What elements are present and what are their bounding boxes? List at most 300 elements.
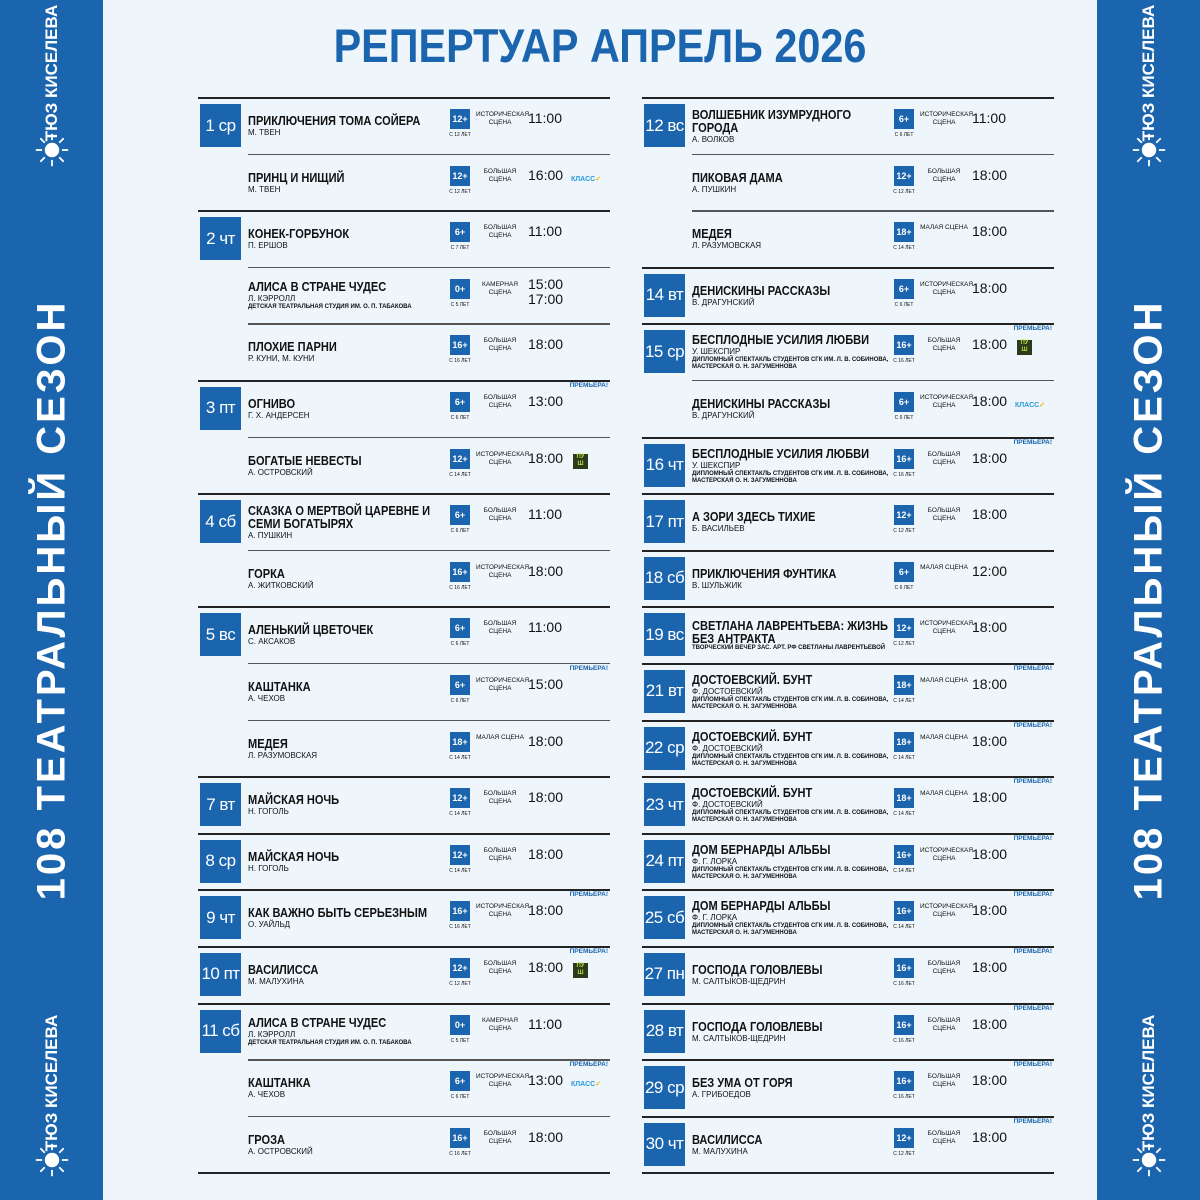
show-time (972, 111, 1006, 126)
stage-name: ИСТОРИЧЕСКАЯ СЦЕНА (476, 1073, 530, 1089)
age-rating-badge: 12+ (894, 618, 914, 638)
age-note: С 14 ЛЕТ (893, 754, 915, 761)
schedule-row (642, 267, 1054, 324)
show-time (972, 1073, 1007, 1088)
time-value: 18:00 (528, 902, 564, 919)
age-note: С 6 ЛЕТ (894, 132, 914, 138)
age-rating-badge: 18+ (450, 732, 470, 752)
divider (198, 1172, 610, 1174)
stage-name: БОЛЬШАЯ СЦЕНА (927, 1073, 961, 1089)
schedule-row (198, 154, 610, 211)
age-rating-badge: 6+ (450, 505, 470, 525)
time-value: 18:00 (972, 392, 1008, 409)
pushkin-card-icon: ПУ Ш (573, 454, 588, 469)
age-note: С 16 ЛЕТ (449, 358, 471, 365)
stage-name: МАЛАЯ СЦЕНА (476, 733, 524, 741)
show-author: А. ПУШКИН (692, 184, 737, 194)
show-time (972, 847, 1007, 862)
show-info (692, 156, 890, 210)
show-author: Ф. Г. ЛОРКА (692, 913, 738, 923)
show-info (692, 212, 890, 266)
age-rating-badge: 6+ (894, 279, 914, 299)
schedule-row (198, 380, 610, 437)
age-rating-badge: 0+ (450, 1015, 470, 1035)
age-note: С 12 ЛЕТ (893, 188, 915, 195)
schedule-row (198, 889, 610, 946)
age-rating-badge: 12+ (450, 449, 470, 469)
klass-icon: КЛАСС✓ (571, 1081, 602, 1089)
stage-name: БОЛЬШАЯ СЦЕНА (927, 450, 961, 466)
show-author: А. ЧЕХОВ (248, 693, 286, 703)
date-badge: 30 чт (644, 1123, 685, 1166)
time-value: 11:00 (528, 1015, 562, 1032)
show-time (528, 451, 563, 466)
date-badge: 2 чт (200, 217, 241, 260)
show-title: СКАЗКА О МЕРТВОЙ ЦАРЕВНЕ И СЕМИ БОГАТЫРЯХ (248, 502, 431, 531)
show-info (248, 835, 446, 889)
time-value: 18:00 (528, 449, 564, 466)
schedule-row (642, 889, 1054, 946)
age-note: С 14 ЛЕТ (893, 697, 915, 704)
show-time (528, 790, 563, 805)
stage-name: ИСТОРИЧЕСКАЯ СЦЕНА (476, 450, 530, 466)
show-time (972, 734, 1007, 749)
show-note: ДИПЛОМНЫЙ СПЕКТАКЛЬ СТУДЕНТОВ СГК ИМ. Л. В. СОБИНОВА, МАСТЕРСКАЯ О. Н. ЗАГУМЕННОВА (692, 810, 889, 824)
time-value: 18:00 (972, 845, 1008, 862)
show-author: А. ГРИБОЕДОВ (692, 1090, 751, 1100)
age-note: С 12 ЛЕТ (893, 528, 915, 535)
sun-icon (34, 1142, 70, 1178)
show-note: ДИПЛОМНЫЙ СПЕКТАКЛЬ СТУДЕНТОВ СГК ИМ. Л. В. СОБИНОВА, МАСТЕРСКАЯ О. Н. ЗАГУМЕННОВА (692, 696, 889, 710)
show-time (528, 677, 563, 692)
show-info (248, 778, 446, 832)
klass-icon: КЛАСС✓ (1015, 401, 1046, 409)
schedule-row (642, 1116, 1054, 1173)
date-badge: 25 сб (644, 896, 685, 939)
premiere-label: ПРЕМЬЕРА! (569, 381, 608, 389)
show-title: БЕСПЛОДНЫЕ УСИЛИЯ ЛЮБВИ (692, 332, 870, 348)
schedule-row (642, 720, 1054, 777)
date-badge: 18 сб (644, 557, 685, 600)
date-badge: 12 вс (644, 104, 685, 147)
stage-name: БОЛЬШАЯ СЦЕНА (483, 337, 517, 353)
show-time (528, 620, 562, 635)
show-info (248, 439, 446, 493)
show-time (972, 337, 1007, 352)
show-time (528, 1130, 563, 1145)
stage-name: БОЛЬШАЯ СЦЕНА (483, 846, 517, 862)
age-note: С 16 ЛЕТ (893, 980, 915, 987)
show-info (692, 1061, 890, 1115)
show-author: А. ОСТРОВСКИЙ (248, 467, 313, 477)
show-title: ДОМ БЕРНАРДЫ АЛЬБЫ (692, 841, 831, 857)
show-info (248, 552, 446, 606)
right-sidebar (1097, 0, 1200, 1200)
time-value: 15:00 (528, 675, 564, 692)
stage-name: ИСТОРИЧЕСКАЯ СЦЕНА (920, 903, 974, 919)
show-title: ГРОЗА (248, 1131, 285, 1147)
show-time (528, 903, 563, 918)
schedule-row (642, 97, 1054, 154)
show-author: М. МАЛУХИНА (692, 1146, 748, 1156)
show-title: МАЙСКАЯ НОЧЬ (248, 792, 340, 808)
show-info (692, 835, 890, 889)
show-info (692, 382, 890, 436)
show-note: ДИПЛОМНЫЙ СПЕКТАКЛЬ СТУДЕНТОВ СГК ИМ. Л. В. СОБИНОВА, МАСТЕРСКАЯ О. Н. ЗАГУМЕННОВА (692, 357, 889, 371)
show-info (692, 1118, 890, 1172)
premiere-label: ПРЕМЬЕРА! (569, 664, 608, 672)
stage-name: ИСТОРИЧЕСКАЯ СЦЕНА (920, 620, 974, 636)
time-value: 18:00 (972, 675, 1008, 692)
show-title: ГОСПОДА ГОЛОВЛЕВЫ (692, 1018, 823, 1034)
show-info (692, 439, 890, 493)
time-value: 12:00 (972, 562, 1008, 579)
show-note: ДЕТСКАЯ ТЕАТРАЛЬНАЯ СТУДИЯ ИМ. О. П. ТАБАКОВА (248, 304, 412, 311)
show-title: ГОСПОДА ГОЛОВЛЕВЫ (692, 961, 823, 977)
stage-name: ИСТОРИЧЕСКАЯ СЦЕНА (920, 111, 974, 126)
time-value: 18:00 (972, 1128, 1008, 1145)
show-info (248, 495, 446, 549)
date-badge: 29 ср (644, 1066, 685, 1109)
show-info (692, 325, 890, 379)
age-note: С 14 ЛЕТ (893, 867, 915, 874)
show-title: ПИКОВАЯ ДАМА (692, 169, 783, 185)
date-badge: 10 пт (200, 953, 241, 996)
show-time (528, 507, 562, 522)
show-title: МАЙСКАЯ НОЧЬ (248, 848, 340, 864)
time-value: 18:00 (528, 845, 564, 862)
stage-name: БОЛЬШАЯ СЦЕНА (927, 1129, 961, 1145)
time-value: 11:00 (528, 506, 562, 523)
show-time (972, 960, 1007, 975)
age-note: С 12 ЛЕТ (893, 641, 915, 648)
show-title: КАК ВАЖНО БЫТЬ СЕРЬЕЗНЫМ (248, 905, 428, 921)
show-info (692, 269, 890, 323)
show-author: У. ШЕКСПИР (692, 347, 741, 357)
age-rating-badge: 6+ (450, 1071, 470, 1091)
schedule-row (198, 97, 610, 154)
time-value: 11:00 (972, 110, 1006, 126)
klass-label: КЛАСС (1015, 401, 1040, 409)
show-title: КОНЕК-ГОРБУНОК (248, 226, 350, 242)
schedule-row (642, 493, 1054, 550)
show-info (692, 1005, 890, 1059)
show-title: БЕЗ УМА ОТ ГОРЯ (692, 1075, 793, 1091)
stage-name: БОЛЬШАЯ СЦЕНА (483, 1129, 517, 1145)
show-title: МЕДЕЯ (248, 735, 288, 751)
divider (642, 1172, 1054, 1174)
schedule-row (642, 323, 1054, 380)
stage-name: ИСТОРИЧЕСКАЯ СЦЕНА (476, 111, 530, 126)
age-rating-badge: 12+ (894, 166, 914, 186)
logo-text: ТЮЗ КИСЕЛЕВА (41, 1014, 61, 1152)
time-value: 18:00 (972, 336, 1008, 353)
schedule-row (198, 210, 610, 267)
time-value: 18:00 (972, 1072, 1008, 1089)
show-author: Ф. ДОСТОЕВСКИЙ (692, 800, 763, 810)
show-title: ДЕНИСКИНЫ РАССКАЗЫ (692, 282, 831, 298)
schedule-row (198, 1059, 610, 1116)
show-time (972, 281, 1007, 296)
show-info (248, 948, 446, 1002)
age-note: С 16 ЛЕТ (449, 584, 471, 591)
age-rating-badge: 6+ (450, 618, 470, 638)
show-author: В. ШУЛЬЖИК (692, 580, 742, 590)
sun-icon (1131, 1142, 1167, 1178)
show-author: М. МАЛУХИНА (248, 976, 304, 986)
show-author: М. ТВЕН (248, 184, 281, 194)
pushkin-card-icon: ПУ Ш (1017, 340, 1032, 355)
stage-name: МАЛАЯ СЦЕНА (920, 733, 968, 741)
age-note: С 16 ЛЕТ (449, 1150, 471, 1157)
show-author: А. ОСТРОВСКИЙ (248, 1146, 313, 1156)
date-badge: 15 ср (644, 330, 685, 373)
age-note: С 14 ЛЕТ (893, 245, 915, 252)
show-title: ПРИКЛЮЧЕНИЯ ТОМА СОЙЕРА (248, 113, 421, 128)
show-title: ДОСТОЕВСКИЙ. БУНТ (692, 785, 813, 801)
show-info (692, 891, 890, 945)
show-info (248, 891, 446, 945)
time-value: 18:00 (528, 789, 564, 806)
date-badge: 22 ср (644, 727, 685, 770)
show-info (248, 156, 446, 210)
show-info (692, 665, 890, 719)
show-time (972, 790, 1007, 805)
date-badge: 19 вс (644, 613, 685, 656)
show-title: АЛИСА В СТРАНЕ ЧУДЕС (248, 1015, 387, 1030)
schedule-row (198, 267, 610, 324)
age-note: С 6 ЛЕТ (894, 301, 914, 308)
show-info (248, 1061, 446, 1115)
show-author: У. ШЕКСПИР (692, 460, 741, 470)
show-title: ДЕНИСКИНЫ РАССКАЗЫ (692, 395, 831, 411)
schedule-row (642, 154, 1054, 211)
date-badge: 17 пт (644, 500, 685, 543)
show-info (248, 665, 446, 719)
age-rating-badge: 12+ (450, 958, 470, 978)
premiere-label: ПРЕМЬЕРА! (569, 947, 608, 955)
stage-name: БОЛЬШАЯ СЦЕНА (483, 507, 517, 523)
date-badge: 21 вт (644, 670, 685, 713)
sun-icon (1131, 132, 1167, 168)
stage-name: БОЛЬШАЯ СЦЕНА (483, 790, 517, 806)
schedule-row (198, 720, 610, 777)
show-time (528, 847, 563, 862)
show-author: А. ВОЛКОВ (692, 134, 735, 144)
show-time (972, 903, 1007, 918)
season-text: 108 ТЕАТРАЛЬНЫЙ СЕЗОН (29, 299, 73, 901)
time-value: 18:00 (972, 902, 1008, 919)
schedule-column-left (198, 97, 610, 1174)
show-time (528, 564, 563, 579)
premiere-label: ПРЕМЬЕРА! (1013, 325, 1052, 333)
time-value: 18:00 (528, 562, 564, 579)
age-note: С 16 ЛЕТ (893, 358, 915, 365)
schedule-row (642, 606, 1054, 663)
show-author: Н. ГОГОЛЬ (248, 863, 289, 873)
show-time (528, 1017, 562, 1032)
show-time (972, 1130, 1007, 1145)
show-info (248, 269, 446, 323)
divider (198, 1172, 610, 1174)
show-time (972, 677, 1007, 692)
show-info (248, 99, 446, 153)
age-note: С 14 ЛЕТ (449, 811, 471, 818)
stage-name: МАЛАЯ СЦЕНА (920, 563, 968, 571)
klass-label: КЛАСС (571, 175, 596, 183)
show-info (692, 495, 890, 549)
time-value: 18:00 (972, 279, 1008, 296)
schedule-row (198, 663, 610, 720)
show-author: Г. Х. АНДЕРСЕН (248, 410, 310, 420)
show-title: ВАСИЛИССА (248, 961, 319, 977)
age-note: С 6 ЛЕТ (450, 528, 470, 535)
show-time (972, 1017, 1007, 1032)
sun-icon (34, 132, 70, 168)
age-note: С 6 ЛЕТ (450, 641, 470, 648)
divider (642, 1172, 1054, 1174)
age-rating-badge: 12+ (450, 109, 470, 129)
show-author: Л. РАЗУМОВСКАЯ (692, 241, 762, 251)
show-title: МЕДЕЯ (692, 226, 732, 242)
show-time (528, 734, 563, 749)
time-value: 18:00 (972, 1015, 1008, 1032)
show-author: О. УАЙЛЬД (248, 920, 291, 930)
show-note: ДЕТСКАЯ ТЕАТРАЛЬНАЯ СТУДИЯ ИМ. О. П. ТАБАКОВА (248, 1040, 412, 1046)
age-note: С 14 ЛЕТ (893, 811, 915, 818)
time-value: 16:00 (528, 166, 564, 183)
time-value: 11:00 (528, 619, 562, 636)
age-rating-badge: 12+ (450, 788, 470, 808)
show-title: СВЕТЛАНА ЛАВРЕНТЬЕВА: ЖИЗНЬ БЕЗ АНТРАКТА (692, 617, 889, 646)
show-author: В. ДРАГУНСКИЙ (692, 297, 755, 307)
date-badge: 1 ср (200, 104, 241, 147)
age-note: С 6 ЛЕТ (450, 414, 470, 421)
show-time (972, 620, 1007, 635)
klass-label: КЛАСС (571, 1081, 596, 1089)
schedule-row (198, 493, 610, 550)
pushkin-card-icon: ПУ Ш (573, 963, 588, 978)
time-value: 11:00 (528, 110, 562, 126)
age-rating-badge: 16+ (450, 901, 470, 921)
time-value: 18:00 (528, 732, 564, 749)
age-rating-badge: 0+ (450, 279, 470, 299)
show-title: ПЛОХИЕ ПАРНИ (248, 339, 337, 355)
time-value: 18:00 (972, 732, 1008, 749)
show-author: А. ПУШКИН (248, 530, 293, 540)
premiere-label: ПРЕМЬЕРА! (1013, 1061, 1052, 1069)
schedule-row (198, 1116, 610, 1173)
show-time (528, 960, 563, 975)
schedule-row (642, 1003, 1054, 1060)
time-value: 13:00 (528, 392, 564, 409)
show-time (528, 394, 563, 409)
time-value: 18:00 (528, 958, 564, 975)
show-time (972, 564, 1007, 579)
age-note: С 16 ЛЕТ (893, 1037, 915, 1044)
schedule-row (642, 437, 1054, 494)
stage-name: БОЛЬШАЯ СЦЕНА (927, 959, 961, 975)
show-author: Ф. ДОСТОЕВСКИЙ (692, 686, 763, 696)
schedule-row (198, 550, 610, 607)
age-rating-badge: 12+ (894, 1128, 914, 1148)
age-rating-badge: 16+ (450, 1128, 470, 1148)
date-badge: 27 пн (644, 953, 685, 996)
age-rating-badge: 6+ (894, 109, 914, 129)
show-title: БЕСПЛОДНЫЕ УСИЛИЯ ЛЮБВИ (692, 445, 870, 461)
time-value: 18:00 (972, 223, 1008, 240)
show-title: ОГНИВО (248, 395, 296, 411)
stage-name: БОЛЬШАЯ СЦЕНА (483, 167, 517, 183)
age-note: С 12 ЛЕТ (893, 1150, 915, 1157)
date-badge: 9 чт (200, 896, 241, 939)
time-value: 18:00 (972, 958, 1008, 975)
show-info (692, 99, 890, 153)
schedule-row (198, 323, 610, 380)
stage-name: ИСТОРИЧЕСКАЯ СЦЕНА (920, 393, 974, 409)
stage-name: КАМЕРНАЯ СЦЕНА (482, 1016, 518, 1032)
age-note: С 6 ЛЕТ (450, 1094, 470, 1101)
time-value: 18:00 (972, 619, 1008, 636)
show-time (972, 168, 1007, 183)
stage-name: БОЛЬШАЯ СЦЕНА (483, 959, 517, 975)
theatre-logo (1119, 1014, 1179, 1178)
age-note: С 6 ЛЕТ (894, 584, 914, 591)
show-author: М. ТВЕН (248, 128, 281, 137)
show-title: ПРИНЦ И НИЩИЙ (248, 169, 345, 185)
age-rating-badge: 16+ (894, 335, 914, 355)
age-note: С 16 ЛЕТ (449, 924, 471, 931)
schedule-row (642, 1059, 1054, 1116)
time-value: 11:00 (528, 223, 562, 240)
show-title: АЛЕНЬКИЙ ЦВЕТОЧЕК (248, 622, 374, 638)
schedule-row (198, 833, 610, 890)
show-title: АЛИСА В СТРАНЕ ЧУДЕС (248, 279, 387, 295)
date-badge: 4 сб (200, 500, 241, 543)
age-rating-badge: 16+ (894, 845, 914, 865)
show-author: Н. ГОГОЛЬ (248, 807, 289, 817)
age-rating-badge: 6+ (450, 222, 470, 242)
show-title: ДОСТОЕВСКИЙ. БУНТ (692, 671, 813, 687)
age-rating-badge: 16+ (894, 1015, 914, 1035)
time-value: 18:00 (528, 1128, 564, 1145)
premiere-label: ПРЕМЬЕРА! (1013, 1117, 1052, 1125)
age-note: С 5 ЛЕТ (450, 1037, 470, 1044)
show-note: ДИПЛОМНЫЙ СПЕКТАКЛЬ СТУДЕНТОВ СГК ИМ. Л. В. СОБИНОВА, МАСТЕРСКАЯ О. Н. ЗАГУМЕННОВА (692, 753, 889, 767)
show-info (248, 212, 446, 266)
show-title: ВАСИЛИССА (692, 1131, 763, 1147)
show-info (248, 382, 446, 436)
age-note: С 12 ЛЕТ (449, 980, 471, 987)
stage-name: БОЛЬШАЯ СЦЕНА (927, 507, 961, 523)
stage-name: ИСТОРИЧЕСКАЯ СЦЕНА (920, 846, 974, 862)
time-value: 18:00 (972, 449, 1008, 466)
show-author: А. ЧЕХОВ (248, 1090, 286, 1100)
show-author: Б. ВАСИЛЬЕВ (692, 524, 745, 534)
stage-name: ИСТОРИЧЕСКАЯ СЦЕНА (476, 676, 530, 692)
premiere-label: ПРЕМЬЕРА! (569, 891, 608, 899)
schedule-row (198, 606, 610, 663)
show-title: ВОЛШЕБНИК ИЗУМРУДНОГО ГОРОДА (692, 106, 852, 135)
show-time (528, 111, 562, 126)
season-text: 108 ТЕАТРАЛЬНЫЙ СЕЗОН (1126, 299, 1170, 901)
age-rating-badge: 16+ (894, 901, 914, 921)
show-author: В. ДРАГУНСКИЙ (692, 410, 755, 420)
date-badge: 3 пт (200, 387, 241, 430)
age-note: С 7 ЛЕТ (450, 245, 470, 252)
schedule-row (198, 946, 610, 1003)
age-rating-badge: 18+ (894, 788, 914, 808)
